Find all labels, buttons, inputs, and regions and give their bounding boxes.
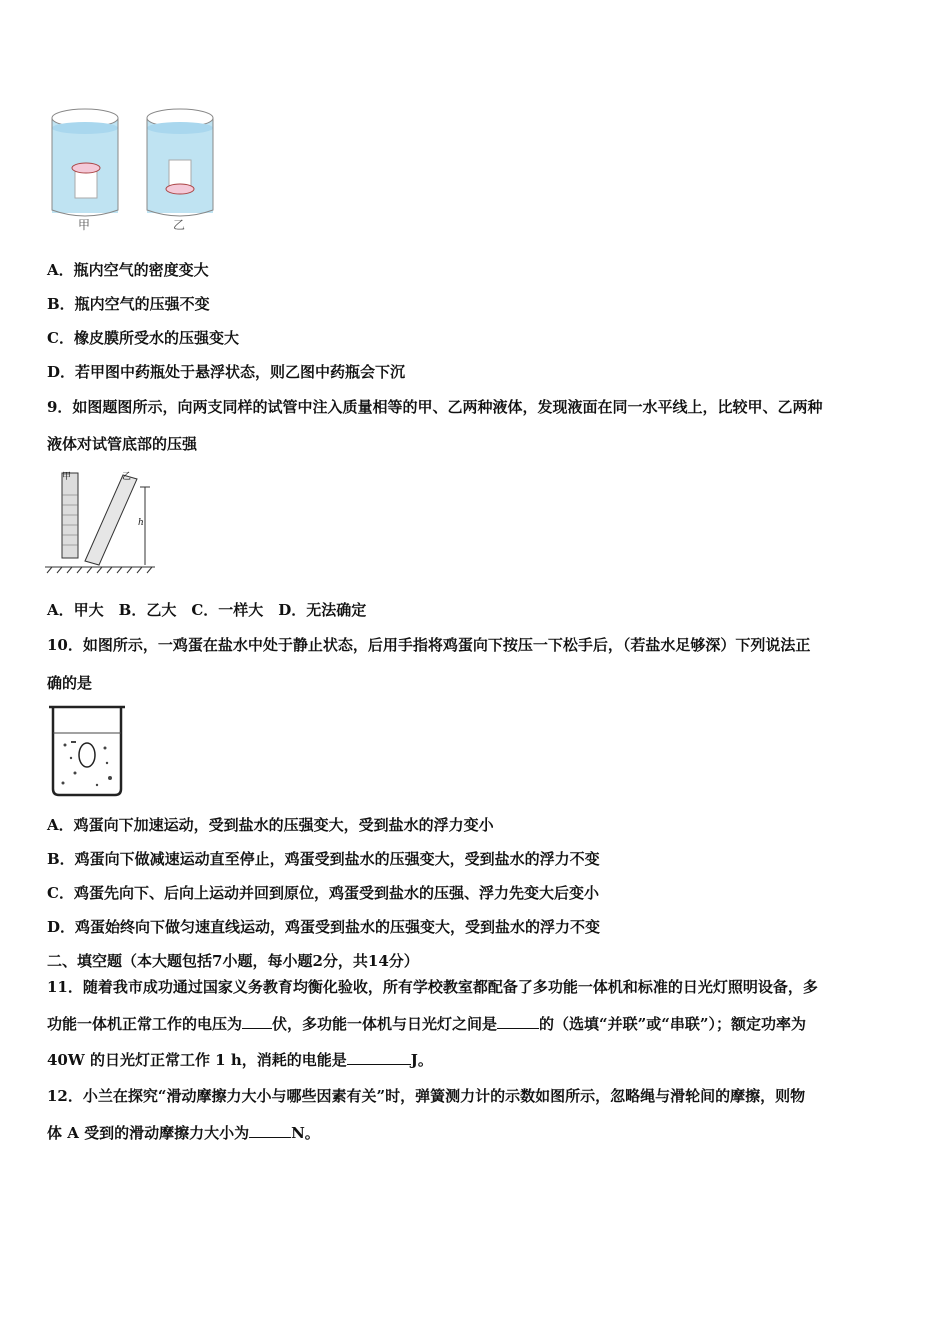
label-jia: 甲 bbox=[78, 218, 91, 232]
q10-option-b: B．鸡蛋向下做减速运动直至停止，鸡蛋受到盐水的压强变大，受到盐水的浮力不变 bbox=[47, 850, 600, 868]
q11-text: 的（选填“并联”或“串联”）；额定功率为 bbox=[539, 1015, 807, 1033]
q10-figure-egg-beaker bbox=[45, 703, 130, 798]
q10-stem-line1: 10．如图所示，一鸡蛋在盐水中处于静止状态，后用手指将鸡蛋向下按压一下松手后，（若盐水足够深）下列说法正 bbox=[47, 636, 811, 654]
q8-option-c: C．橡皮膜所受水的压强变大 bbox=[47, 329, 239, 347]
q12-line2 bbox=[47, 1123, 320, 1143]
q10-option-c: C．鸡蛋先向下、后向上运动并回到原位，鸡蛋受到盐水的压强、浮力先变大后变小 bbox=[47, 884, 599, 902]
beaker-jia bbox=[52, 109, 118, 216]
q12-line1: 12．小兰在探究“滑动摩擦力大小与哪些因素有关”时，弹簧测力计的示数如图所示，忽略绳与滑轮间的摩擦，则物 bbox=[47, 1087, 806, 1105]
q9-options: A．甲大 B．乙大 C．一样大 D．无法确定 bbox=[47, 601, 367, 619]
height-label-h: h bbox=[138, 518, 144, 528]
q10-option-d: D．鸡蛋始终向下做匀速直线运动，鸡蛋受到盐水的压强变大，受到盐水的浮力不变 bbox=[47, 918, 601, 936]
q8-figure-bottles bbox=[45, 100, 225, 240]
q10-option-a: A．鸡蛋向下加速运动，受到盐水的压强变大，受到盐水的浮力变小 bbox=[47, 816, 494, 834]
q8-option-b: B．瓶内空气的压强不变 bbox=[47, 295, 210, 313]
q11-text: 40W 的日光灯正常工作 1 h，消耗的电能是 bbox=[47, 1051, 347, 1069]
q9-stem-line2: 液体对试管底部的压强 bbox=[47, 435, 198, 453]
q11-line1: 11．随着我市成功通过国家义务教育均衡化验收，所有学校教室都配备了多功能一体机和标准的日光灯照明设备，多 bbox=[47, 978, 818, 996]
q9-stem-line1: 9．如图题图所示，向两支同样的试管中注入质量相等的甲、乙两种液体，发现液面在同一水平线上，比较甲、乙两种 bbox=[47, 398, 823, 416]
q11-line3 bbox=[47, 1050, 433, 1070]
tube-label-jia: 甲 bbox=[62, 472, 72, 482]
q10-stem-line2: 确的是 bbox=[47, 674, 93, 692]
section-heading: 二、填空题（本大题包括7小题，每小题2分，共14分） bbox=[47, 952, 419, 970]
energy-blank[interactable] bbox=[347, 1050, 411, 1065]
voltage-blank[interactable] bbox=[242, 1014, 272, 1029]
label-yi: 乙 bbox=[173, 218, 186, 232]
q12-text: 体 A 受到的滑动摩擦力大小为 bbox=[47, 1124, 250, 1142]
beaker-yi bbox=[147, 109, 213, 216]
q8-option-d: D．若甲图中药瓶处于悬浮状态，则乙图中药瓶会下沉 bbox=[47, 363, 406, 381]
q12-text: N。 bbox=[291, 1124, 320, 1142]
q11-text: 功能一体机正常工作的电压为 bbox=[47, 1015, 243, 1033]
friction-blank[interactable] bbox=[249, 1123, 291, 1138]
q11-line2 bbox=[47, 1014, 806, 1034]
q8-option-a: A．瓶内空气的密度变大 bbox=[47, 261, 209, 279]
q11-text: J。 bbox=[410, 1051, 433, 1069]
connection-blank[interactable] bbox=[497, 1014, 539, 1029]
q11-text: 伏，多功能一体机与日光灯之间是 bbox=[272, 1015, 498, 1033]
tube-label-yi: 乙 bbox=[122, 472, 132, 482]
